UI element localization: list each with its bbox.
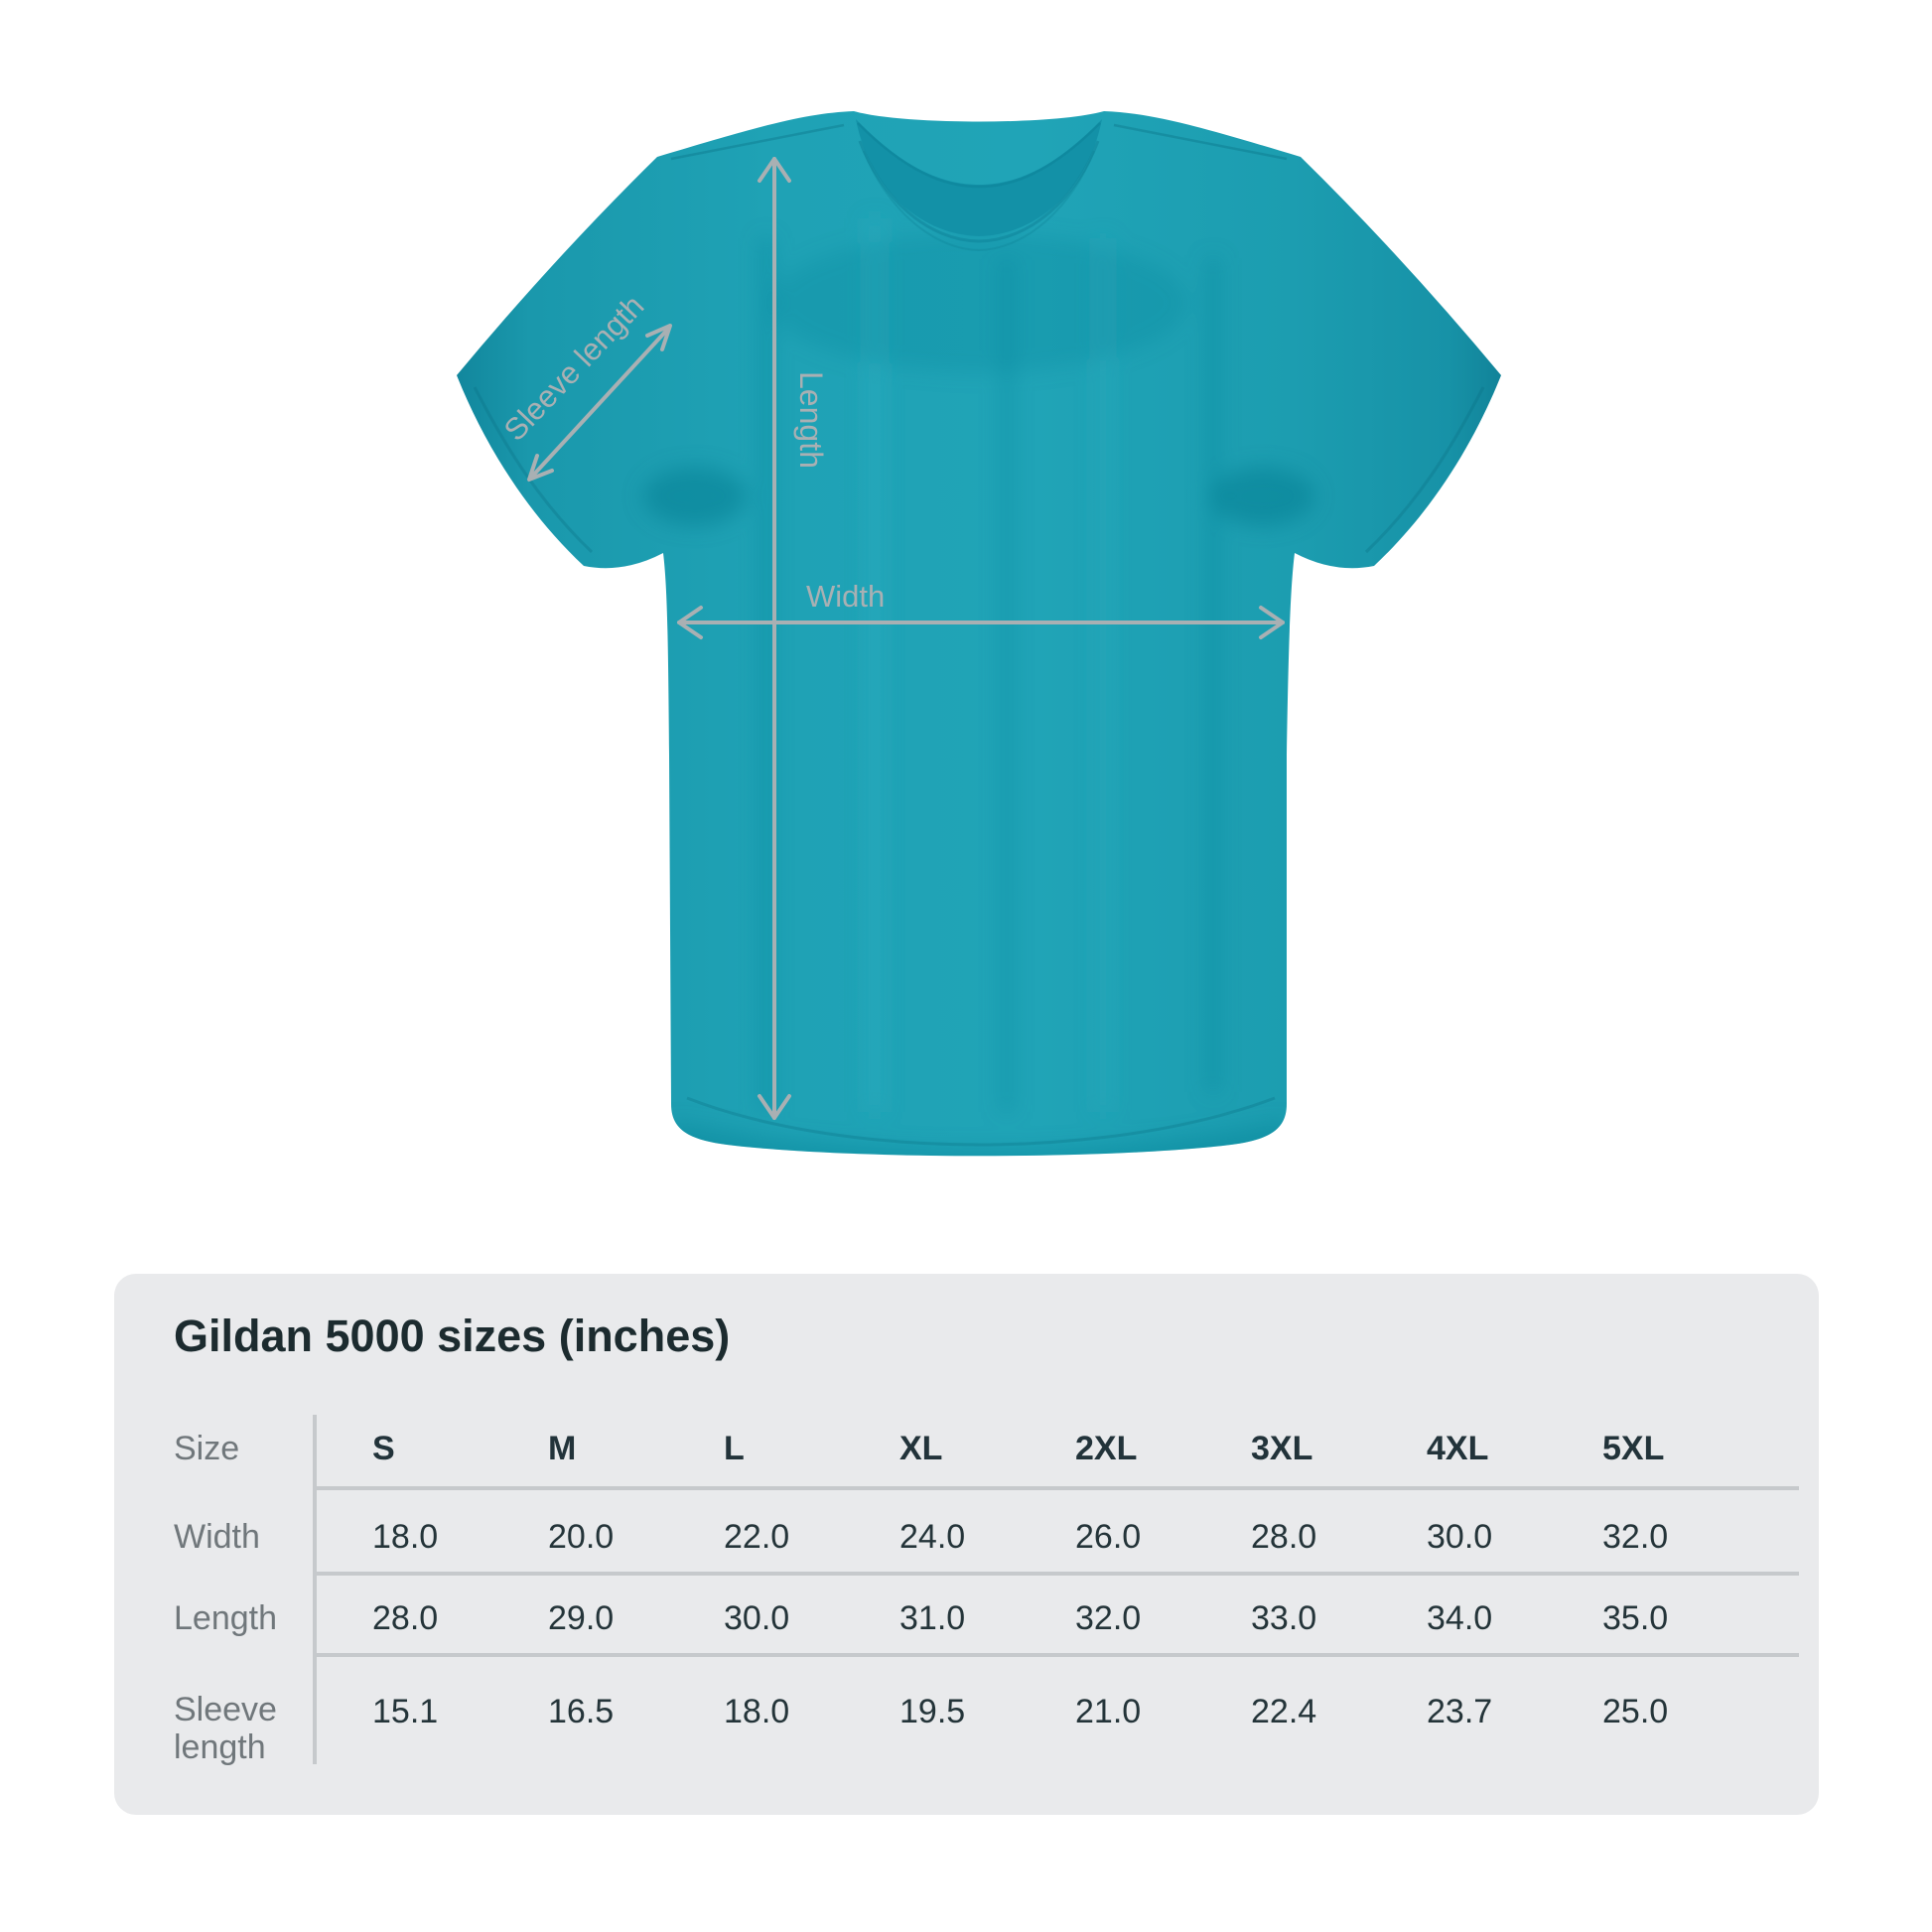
table-row-divider bbox=[315, 1486, 1799, 1490]
value-cell: 28.0 bbox=[372, 1599, 439, 1637]
width-label: Width bbox=[806, 579, 886, 614]
value-cell: 29.0 bbox=[548, 1599, 615, 1637]
value-cell: 34.0 bbox=[1427, 1599, 1493, 1637]
value-cell: 18.0 bbox=[724, 1693, 790, 1730]
table-row-sleeve-length bbox=[174, 1686, 1723, 1766]
value-cell: 22.4 bbox=[1251, 1693, 1317, 1730]
column-header: XL bbox=[899, 1430, 943, 1467]
row-label: Length bbox=[174, 1599, 277, 1637]
value-cell: 20.0 bbox=[548, 1518, 615, 1556]
column-header: 3XL bbox=[1251, 1430, 1313, 1467]
value-cell: 32.0 bbox=[1602, 1518, 1669, 1556]
value-cell: 25.0 bbox=[1602, 1693, 1669, 1730]
sleeve-length-label: Sleeve length bbox=[496, 288, 651, 448]
column-header: 2XL bbox=[1075, 1430, 1138, 1467]
value-cell: 18.0 bbox=[372, 1518, 439, 1556]
value-cell: 19.5 bbox=[899, 1693, 966, 1730]
tshirt-image bbox=[457, 111, 1501, 1172]
value-cell: 32.0 bbox=[1075, 1599, 1142, 1637]
value-cell: 23.7 bbox=[1427, 1693, 1493, 1730]
value-cell: 26.0 bbox=[1075, 1518, 1142, 1556]
value-cell: 24.0 bbox=[899, 1518, 966, 1556]
size-chart-card bbox=[114, 1274, 1819, 1815]
column-header: L bbox=[724, 1430, 745, 1467]
corner-label: Size bbox=[174, 1430, 240, 1467]
value-cell: 33.0 bbox=[1251, 1599, 1317, 1637]
value-cell: 30.0 bbox=[1427, 1518, 1493, 1556]
value-cell: 35.0 bbox=[1602, 1599, 1669, 1637]
table-header-row bbox=[174, 1423, 1723, 1474]
value-cell: 21.0 bbox=[1075, 1693, 1142, 1730]
length-label: Length bbox=[793, 371, 829, 469]
table-row-width bbox=[174, 1511, 1723, 1563]
value-cell: 28.0 bbox=[1251, 1518, 1317, 1556]
value-cell: 30.0 bbox=[724, 1599, 790, 1637]
value-cell: 22.0 bbox=[724, 1518, 790, 1556]
table-row-length bbox=[174, 1592, 1723, 1644]
column-header: 5XL bbox=[1602, 1430, 1665, 1467]
value-cell: 31.0 bbox=[899, 1599, 966, 1637]
table-row-divider bbox=[315, 1572, 1799, 1576]
column-header: S bbox=[372, 1430, 395, 1467]
size-chart-title: Gildan 5000 sizes (inches) bbox=[174, 1311, 731, 1361]
column-header: M bbox=[548, 1430, 577, 1467]
value-cell: 15.1 bbox=[372, 1693, 439, 1730]
value-cell: 16.5 bbox=[548, 1693, 615, 1730]
table-row-divider bbox=[315, 1653, 1799, 1657]
row-label: Width bbox=[174, 1518, 260, 1556]
column-header: 4XL bbox=[1427, 1430, 1489, 1467]
row-label: Sleeve length bbox=[174, 1691, 277, 1766]
